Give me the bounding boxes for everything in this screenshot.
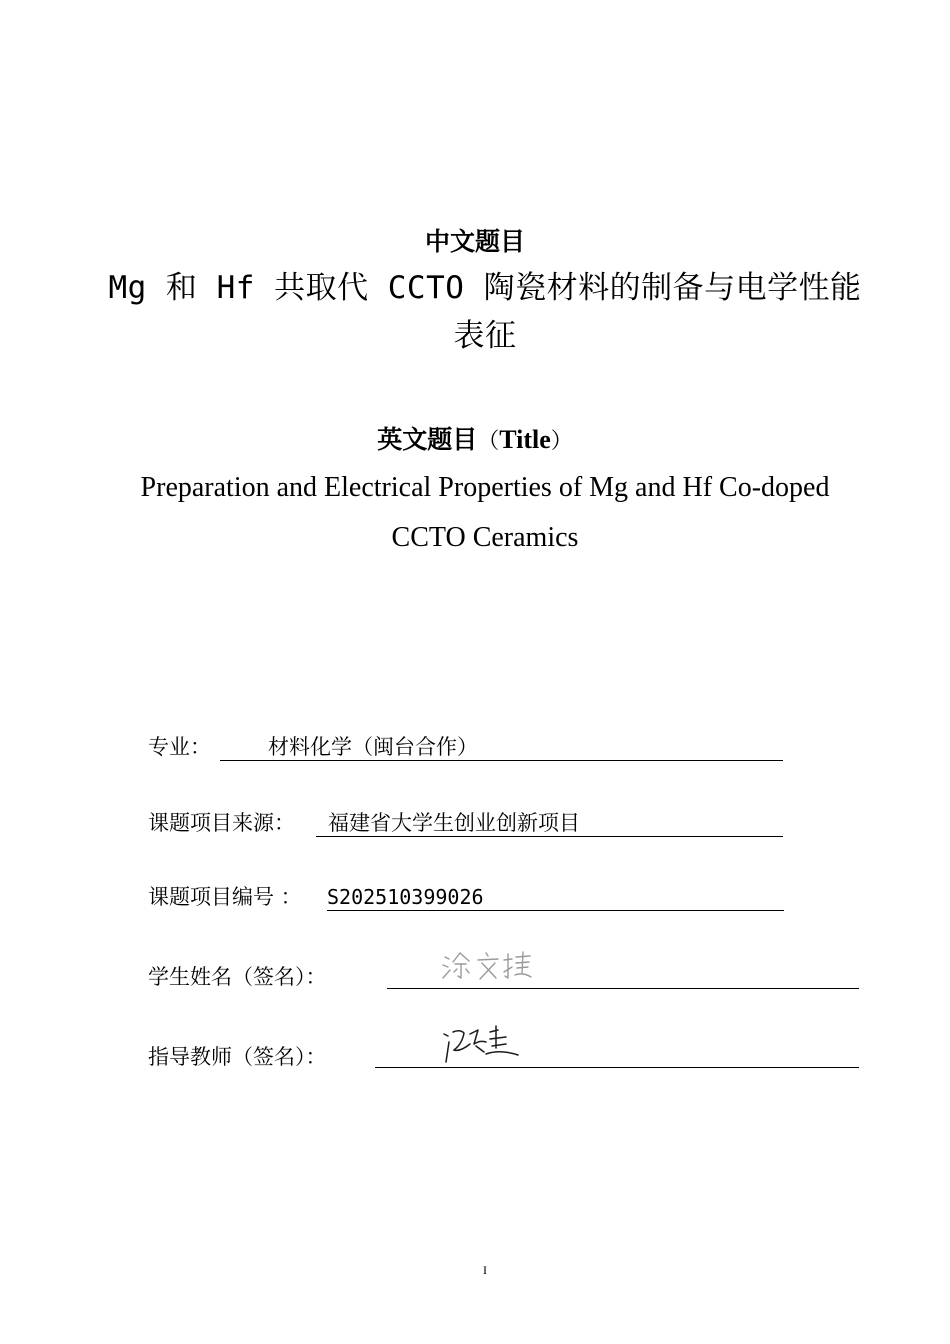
english-title-line-2: CCTO Ceramics	[391, 522, 579, 553]
chinese-title-line-1: Mg 和 Hf 共取代 CCTO 陶瓷材料的制备与电学性能	[108, 270, 862, 306]
student-signature-label: 学生姓名（签名）：	[148, 965, 327, 989]
english-title	[80, 463, 890, 563]
project-number-underline	[327, 910, 784, 911]
project-number-label: 课题项目编号 ：	[148, 885, 302, 909]
chinese-title-line-2: 表征	[453, 318, 517, 354]
english-title-heading-zh: 英文题目	[377, 425, 478, 454]
major-label: 专业：	[148, 735, 211, 759]
major-value: 材料化学（闽台合作）	[268, 735, 478, 759]
project-source-underline	[316, 836, 783, 837]
student-signature	[438, 948, 534, 984]
page-number: I	[483, 1263, 487, 1277]
chinese-title-heading: 中文题目	[424, 227, 525, 256]
english-title-line-1: Preparation and Electrical Properties of Mg and Hf Co-doped	[140, 472, 830, 503]
project-source-value: 福建省大学生创业创新项目	[328, 811, 580, 835]
major-underline	[220, 760, 783, 761]
english-title-heading-open-paren: （	[477, 429, 500, 454]
project-source-field	[148, 806, 788, 840]
advisor-signature	[440, 1022, 524, 1066]
advisor-signature-label: 指导教师（签名）：	[148, 1045, 327, 1069]
english-title-heading	[0, 421, 950, 461]
student-signature-underline	[387, 988, 859, 989]
chinese-title	[100, 264, 870, 360]
major-field	[148, 730, 788, 764]
english-title-heading-close-paren: ）	[550, 429, 573, 454]
project-source-label: 课题项目来源：	[148, 811, 295, 835]
project-number-value: S202510399026	[327, 885, 484, 909]
project-number-field	[148, 880, 788, 914]
advisor-signature-underline	[375, 1067, 859, 1068]
english-title-heading-word: Title	[499, 425, 551, 454]
